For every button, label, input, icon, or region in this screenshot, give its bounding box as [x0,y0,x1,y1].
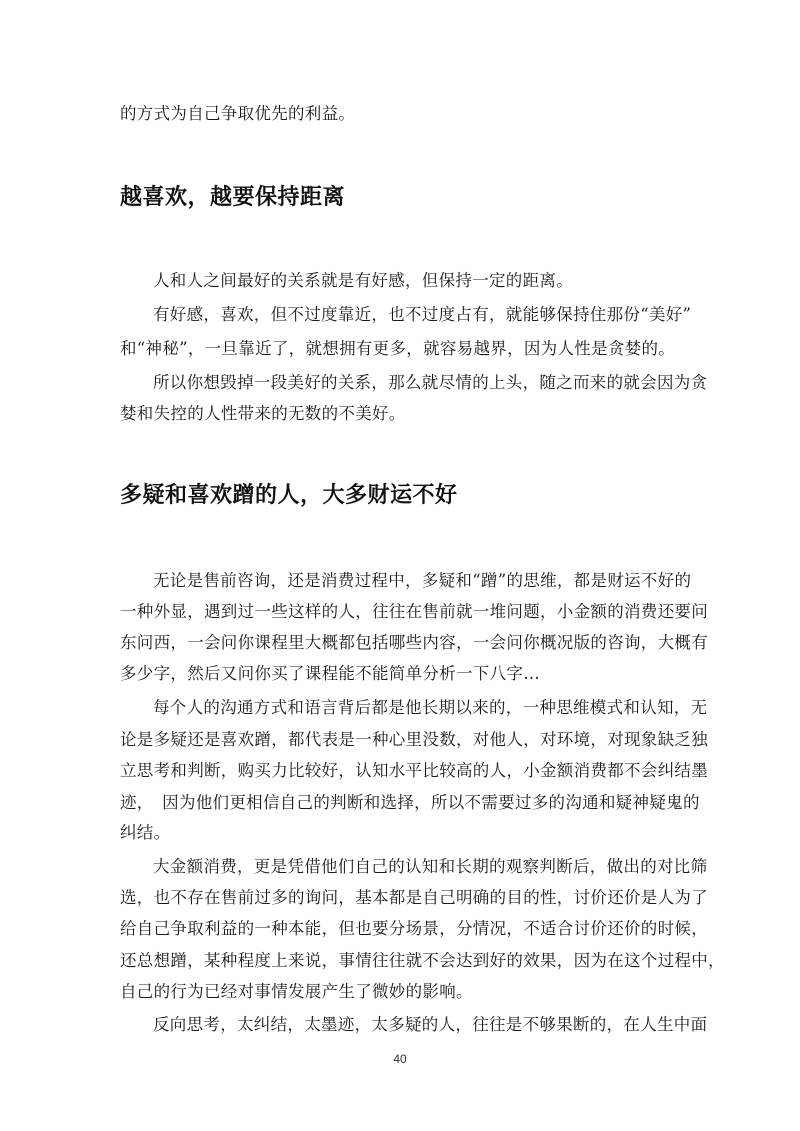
section-heading: 多疑和喜欢蹭的人，大多财运不好 [120,483,458,508]
paragraph-line: 婪和失控的人性带来的无数的不美好。 [120,404,406,423]
paragraph-line: 选，也不存在售前过多的询问，基本都是自己明确的目的性，讨价还价是人为了 [120,888,708,907]
paragraph-line: 无论是售前咨询，还是消费过程中，多疑和“蹭”的思维，都是财运不好的 [153,571,692,590]
paragraph-line: 有好感，喜欢，但不过度靠近，也不过度占有，就能够保持住那份“美好” [153,305,692,324]
page-number: 40 [393,1052,407,1066]
paragraph-line: 给自己争取利益的一种本能，但也要分场景，分情况，不适合讨价还价的时候， [120,919,708,938]
paragraph-line: 迹， 因为他们更相信自己的判断和选择，所以不需要过多的沟通和疑神疑鬼的 [120,793,700,812]
paragraph-line: 大金额消费，更是凭借他们自己的认知和长期的观察判断后，做出的对比筛 [153,857,708,876]
paragraph-line: 一种外显，遇到过一些这样的人，往往在售前就一堆问题，小金额的消费还要问 [120,602,708,621]
paragraph-line: 东问西，一会问你课程里大概都包括哪些内容，一会问你概况版的咨询，大概有 [120,633,708,652]
paragraph-line: 所以你想毁掉一段美好的关系，那么就尽情的上头，随之而来的就会因为贪 [153,373,708,392]
paragraph-line: 每个人的沟通方式和语言背后都是他长期以来的，一种思维模式和认知，无 [153,698,708,717]
paragraph-line: 纠结。 [120,823,171,842]
paragraph-line: 的方式为自己争取优先的利益。 [120,104,356,123]
paragraph-line: 和“神秘”，一旦靠近了，就想拥有更多，就容易越界，因为人性是贪婪的。 [120,339,676,358]
paragraph-line: 多少字，然后又问你买了课程能不能简单分析一下八字… [120,664,540,683]
section-heading: 越喜欢，越要保持距离 [120,185,346,210]
paragraph-line: 还总想蹭，某种程度上来说，事情往往就不会达到好的效果，因为在这个过程中， [120,951,725,970]
paragraph-line: 反向思考，太纠结，太墨迹，太多疑的人，往往是不够果断的，在人生中面 [153,1015,708,1034]
paragraph-line: 自己的行为已经对事情发展产生了微妙的影响。 [120,982,473,1001]
paragraph-line: 论是多疑还是喜欢蹭，都代表是一种心里没数，对他人，对环境，对现象缺乏独 [120,730,708,749]
paragraph-line: 立思考和判断，购买力比较好，认知水平比较高的人，小金额消费都不会纠结墨 [120,761,708,780]
paragraph-line: 人和人之间最好的关系就是有好感，但保持一定的距离。 [153,271,573,290]
